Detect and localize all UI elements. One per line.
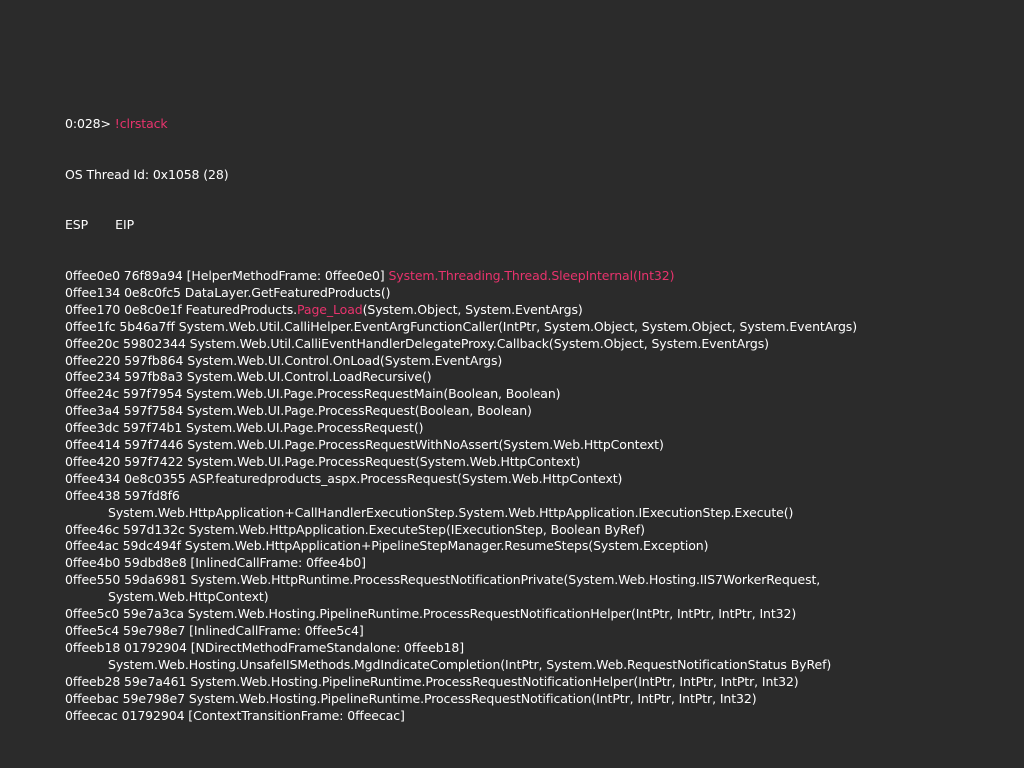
frame-highlight: Page_Load bbox=[297, 301, 363, 317]
stack-frame-line: 0ffee550 59da6981 System.Web.HttpRuntime.ProcessRequestNotificationPrivate(System.Web.Hosting.IIS7WorkerRequest, bbox=[65, 572, 821, 588]
stack-frame-line: 0ffee24c 597f7954 System.Web.UI.Page.ProcessRequestMain(Boolean, Boolean) bbox=[65, 386, 561, 402]
frame-highlight: System.Threading.Thread.SleepInternal(Int32) bbox=[388, 267, 675, 283]
column-header-line: ESP EIP bbox=[65, 217, 135, 233]
stack-frame-line: 0ffee434 0e8c0355 ASP.featuredproducts_aspx.ProcessRequest(System.Web.HttpContext) bbox=[65, 470, 623, 486]
frame-text: 0ffee170 0e8c0e1f FeaturedProducts. bbox=[65, 301, 298, 317]
stack-frame-continuation: System.Web.HttpContext) bbox=[108, 589, 269, 605]
debugger-console-output bbox=[65, 82, 965, 741]
command-text: !clrstack bbox=[114, 115, 168, 131]
stack-frame-line: 0ffee4b0 59dbd8e8 [InlinedCallFrame: 0ffee4b0] bbox=[65, 555, 366, 571]
stack-frame-line: 0ffee234 597fb8a3 System.Web.UI.Control.LoadRecursive() bbox=[65, 369, 432, 385]
stack-frame-line bbox=[65, 302, 965, 319]
stack-frame-line: 0ffee438 597fd8f6 bbox=[65, 487, 180, 503]
stack-frame-line: 0ffee3a4 597f7584 System.Web.UI.Page.ProcessRequest(Boolean, Boolean) bbox=[65, 403, 532, 419]
frame-text: 0ffee0e0 76f89a94 [HelperMethodFrame: 0ffee0e0] bbox=[65, 267, 389, 283]
stack-frame-line bbox=[65, 268, 965, 285]
stack-frame-line: 0ffeeb18 01792904 [NDirectMethodFrameStandalone: 0ffeeb18] bbox=[65, 639, 465, 655]
frame-text-tail: (System.Object, System.EventArgs) bbox=[362, 301, 583, 317]
stack-frame-line: 0ffee5c0 59e7a3ca System.Web.Hosting.PipelineRuntime.ProcessRequestNotificationHelper(IntPtr, IntPtr, IntPtr, Int32) bbox=[65, 606, 797, 622]
stack-frame-continuation: System.Web.Hosting.UnsafeIISMethods.MgdIndicateCompletion(IntPtr, System.Web.RequestNotificationStatus ByRef) bbox=[108, 656, 832, 672]
stack-frame-line: 0ffee414 597f7446 System.Web.UI.Page.ProcessRequestWithNoAssert(System.Web.HttpContext) bbox=[65, 437, 664, 453]
stack-frame-continuation: System.Web.HttpApplication+CallHandlerExecutionStep.System.Web.HttpApplication.IExecutionStep.Execute() bbox=[108, 504, 794, 520]
prompt-text: 0:028> bbox=[65, 115, 115, 131]
stack-frame-line: 0ffee134 0e8c0fc5 DataLayer.GetFeaturedProducts() bbox=[65, 284, 391, 300]
stack-frame-line: 0ffee20c 59802344 System.Web.Util.CalliEventHandlerDelegateProxy.Callback(System.Object, System.EventArgs) bbox=[65, 335, 769, 351]
stack-frame-line: 0ffeebac 59e798e7 System.Web.Hosting.PipelineRuntime.ProcessRequestNotification(IntPtr, IntPtr, IntPtr, Int32) bbox=[65, 690, 757, 706]
stack-frames bbox=[65, 268, 965, 724]
stack-frame-line: 0ffee4ac 59dc494f System.Web.HttpApplication+PipelineStepManager.ResumeSteps(System.Exception) bbox=[65, 538, 709, 554]
stack-frame-line: 0ffee3dc 597f74b1 System.Web.UI.Page.ProcessRequest() bbox=[65, 420, 424, 436]
stack-frame-line: 0ffee46c 597d132c System.Web.HttpApplication.ExecuteStep(IExecutionStep, Boolean ByRef) bbox=[65, 521, 645, 537]
stack-frame-line: 0ffee220 597fb864 System.Web.UI.Control.OnLoad(System.EventArgs) bbox=[65, 352, 503, 368]
stack-frame-line: 0ffee5c4 59e798e7 [InlinedCallFrame: 0ffee5c4] bbox=[65, 623, 364, 638]
stack-frame-line: 0ffeecac 01792904 [ContextTransitionFrame: 0ffeecac] bbox=[65, 707, 405, 723]
stack-frame-line: 0ffeeb28 59e7a461 System.Web.Hosting.PipelineRuntime.ProcessRequestNotificationHelper(IntPtr, IntPtr, IntPtr, Int32) bbox=[65, 673, 799, 689]
stack-frame-line: 0ffee420 597f7422 System.Web.UI.Page.ProcessRequest(System.Web.HttpContext) bbox=[65, 453, 581, 469]
prompt-line bbox=[65, 116, 965, 133]
thread-id-line: OS Thread Id: 0x1058 (28) bbox=[65, 166, 229, 182]
stack-frame-line: 0ffee1fc 5b46a7ff System.Web.Util.CalliHelper.EventArgFunctionCaller(IntPtr, System.Object, System.Object, System.EventArgs) bbox=[65, 318, 857, 334]
